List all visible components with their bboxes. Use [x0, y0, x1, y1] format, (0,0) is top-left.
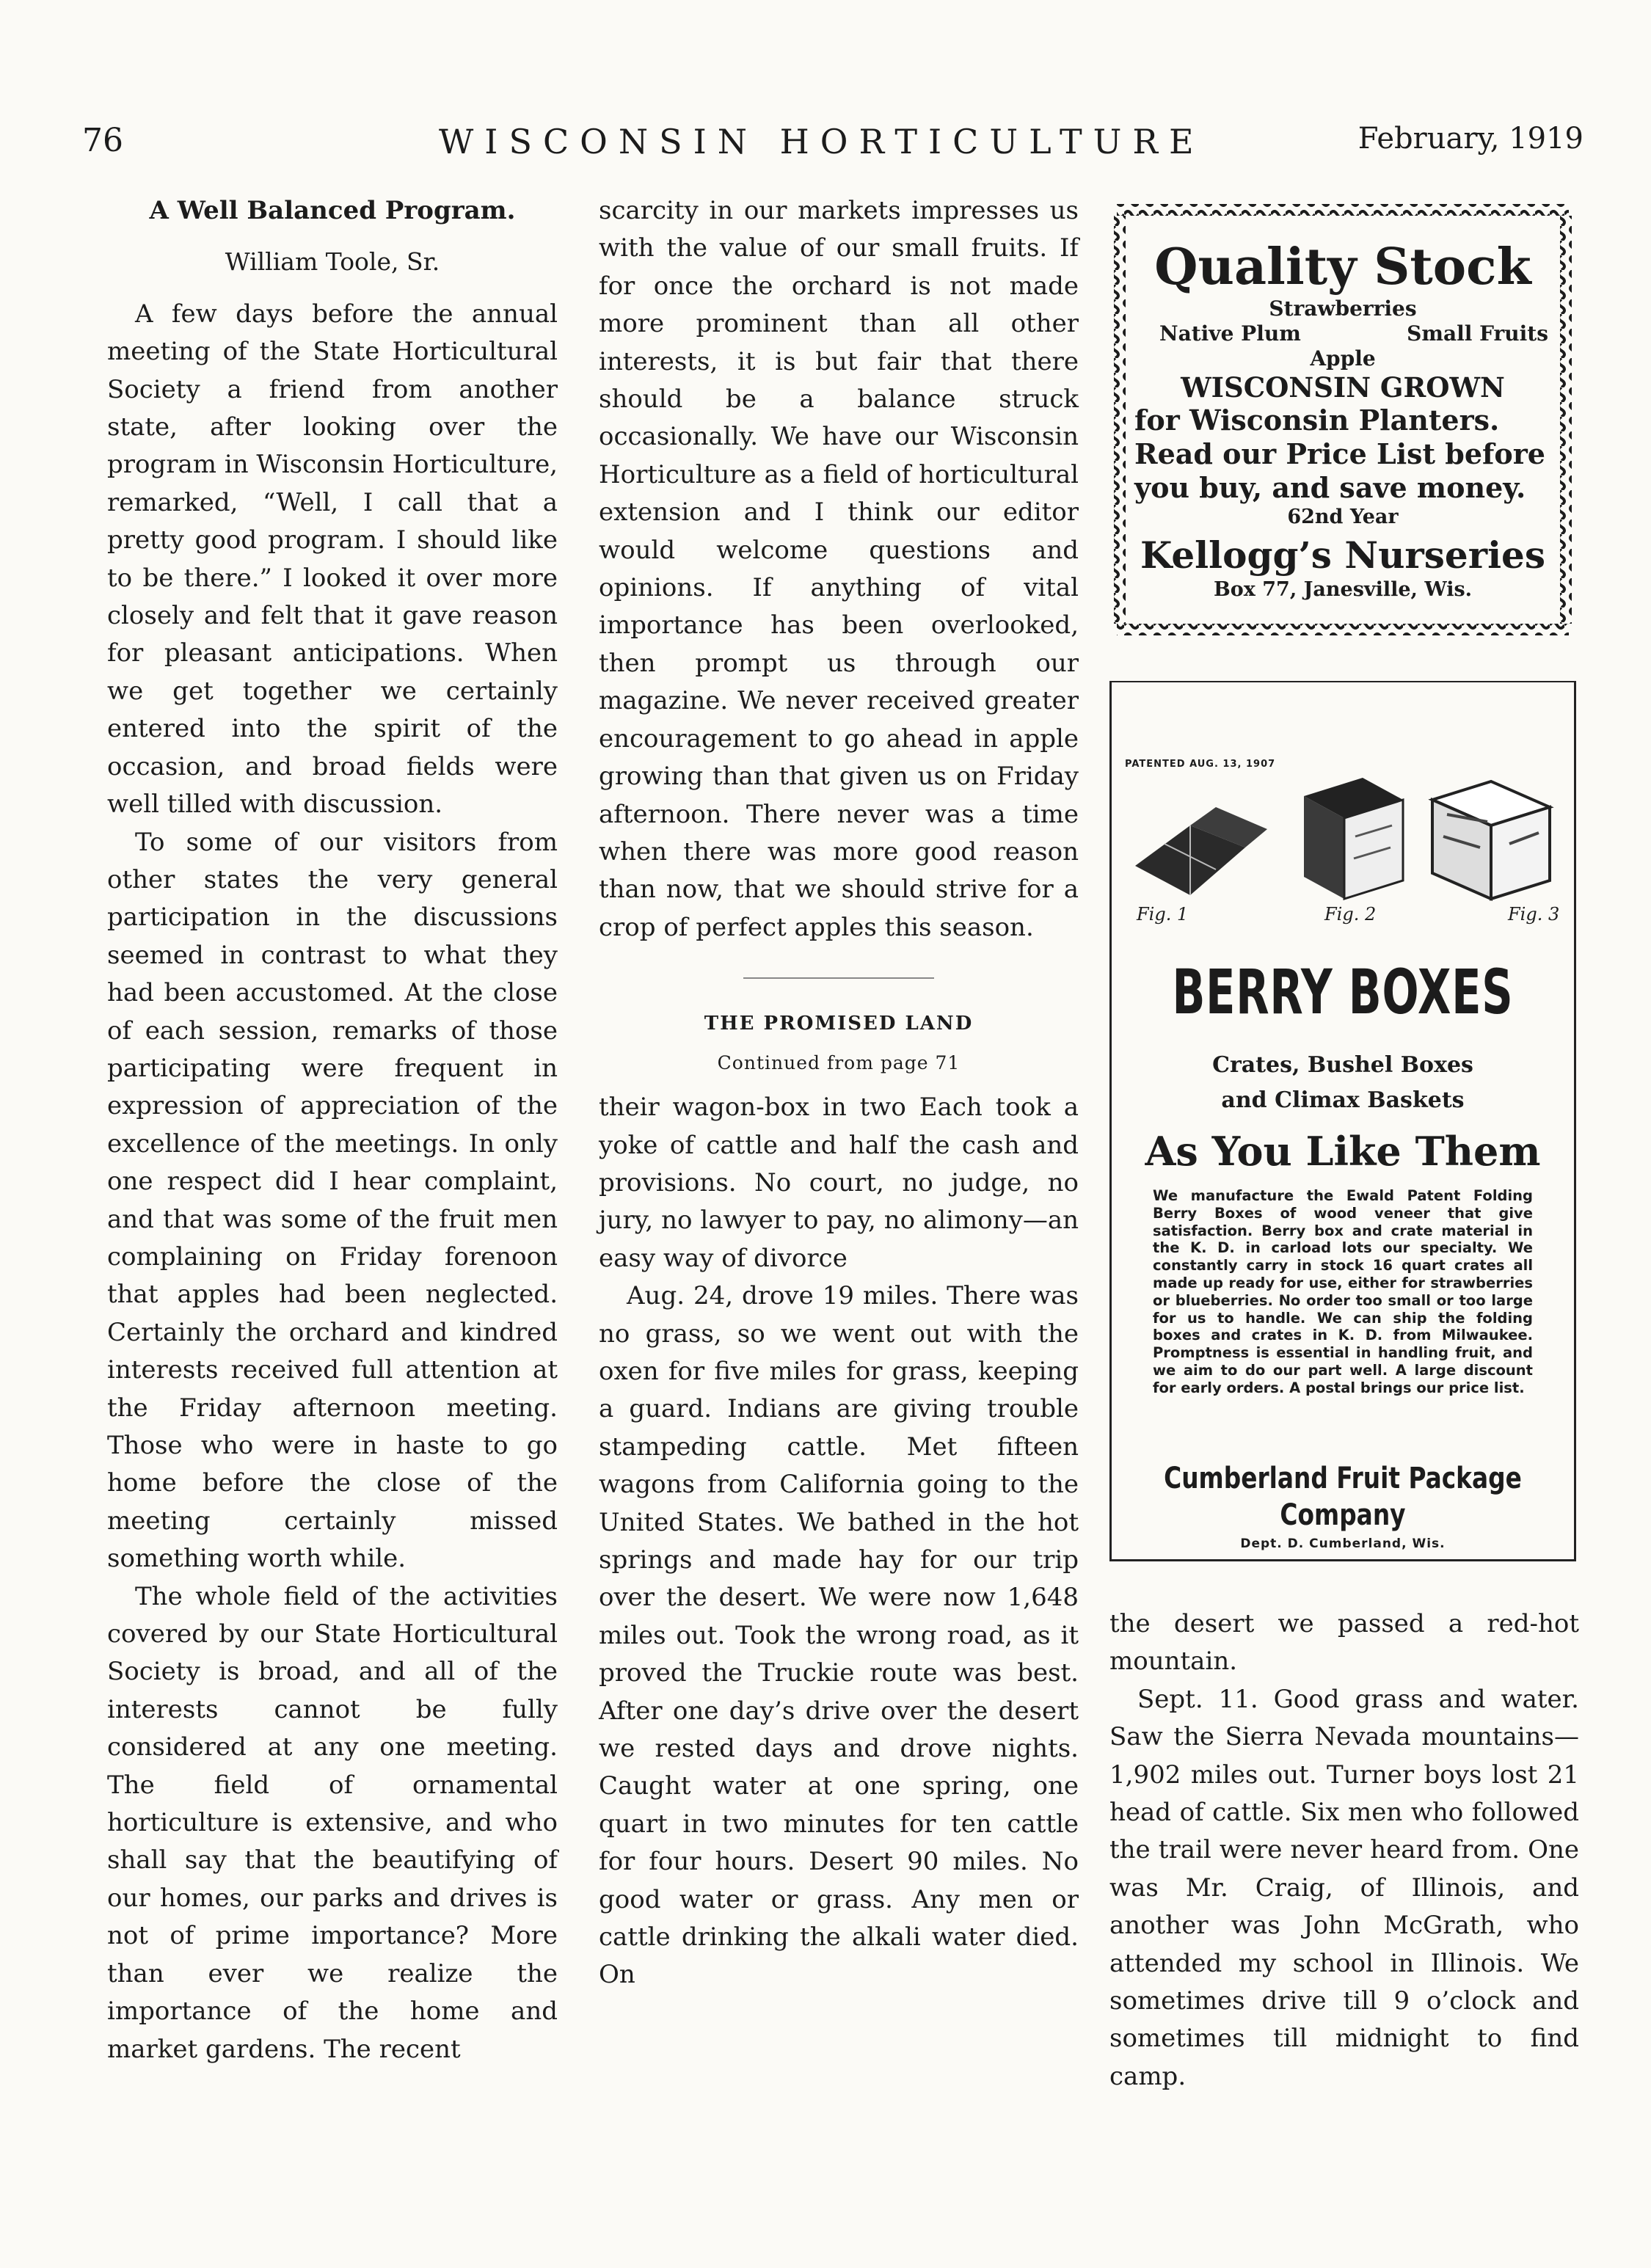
berry-box-illustration — [1120, 756, 1565, 903]
ad-company-line: Cumberland Fruit Package — [1164, 1462, 1522, 1495]
ad-line-row — [1134, 321, 1551, 346]
article-paragraph: The whole field of the activities covered by our State Horticultural Society is broad, and all of the interests cannot be fully considered at any one meeting. The field of ornamental horticulture is extensive, and who shall say that the beautifying of our homes, our parks and drives is not of prime importance? More than ever we realize the importance of the home and market gardens. The recent — [107, 1581, 558, 2064]
figure-caption: Fig. 2 — [1324, 904, 1377, 925]
page-header — [0, 122, 1651, 166]
issue-date: February, 1919 — [1357, 122, 1583, 156]
patent-notice: PATENTED AUG. 13, 1907 — [1125, 759, 1276, 770]
article-paragraph-continued: scarcity in our markets impresses us with the value of our small fruits. If for once the orchard is not made more prominent than all other interests, it is but fair that there should be a balance struck occasionally. We have our Wisconsin Horticulture as a field of horticultural extension and I think our editor would welcome questions and opinions. If anything of vital importance has been overlooked, then prompt us through our magazine. We never received greater encouragement to go ahead in apple growing than that given us on Friday afternoon. There never was a time when there was more good reason than now, that we should strive for a crop of perfect apples this season. — [599, 196, 1079, 942]
article-column-3 — [1109, 1605, 1579, 2096]
article-title: A Well Balanced Program. — [149, 196, 516, 225]
ad-company-line: Company — [1280, 1498, 1406, 1532]
story-paragraph: their wagon-box in two Each took a yoke of cattle and half the cash and provisions. No court, no judge, no jury, no lawyer to pay, no alimony—an easy way of divorce — [599, 1093, 1079, 1273]
story-paragraph: Sept. 11. Good grass and water. Saw the Sierra Nevada mountains—1,902 miles out. Turner boys lost 21 head of cattle. Six men who followed the trail were never heard from. One was Mr. Craig, of Illinois, and another was John McGrath, who attended my school in Illinois. We sometimes drive till 9 o’clock and sometimes till midnight to find camp. — [1109, 1684, 1579, 2091]
article-column-2 — [599, 192, 1079, 1994]
ad-content — [1134, 238, 1551, 602]
ad-subhead — [1112, 1048, 1574, 1118]
article-byline: William Toole, Sr. — [225, 247, 440, 277]
ad-line: Native Plum — [1159, 321, 1301, 346]
ad-line: Apple — [1310, 346, 1376, 371]
article-paragraph: To some of our visitors from other states the very general participation in the discussions seemed in contrast to what they had been accustomed. At the close of each session, remarks of those participating were frequent in expression of appreciation of the excellence of the meetings. In only one respect did I hear complaint, and that was some of the fruit men complaining on Friday forenoon that apples had been neglected. Certainly the orchard and kindred interests received full attention at the Friday afternoon meeting. Those who were in haste to go home before the close of the meeting certainly missed something worth while. — [107, 827, 558, 1574]
ad-line: Strawberries — [1269, 296, 1417, 321]
story-paragraph-continued: the desert we passed a red-hot mountain. — [1109, 1609, 1579, 1677]
figure-caption: Fig. 1 — [1137, 904, 1189, 925]
ad-line: WISCONSIN GROWN — [1181, 371, 1505, 404]
ad-body: for Wisconsin Planters. Read our Price List before you buy, and save money. — [1134, 404, 1545, 504]
page-number: 76 — [82, 122, 123, 159]
advertisement-berry-boxes — [1109, 681, 1576, 1561]
advertisement-kelloggs — [1109, 197, 1576, 643]
ad-year: 62nd Year — [1287, 506, 1399, 528]
ad-address: Dept. D. Cumberland, Wis. — [1240, 1536, 1446, 1551]
ad-company: Kellogg’s Nurseries — [1140, 533, 1546, 577]
ad-line: Small Fruits — [1407, 321, 1548, 346]
ad-subhead-line: and Climax Baskets — [1221, 1087, 1465, 1113]
journal-title: WISCONSIN HORTICULTURE — [439, 122, 1205, 161]
ad-address: Box 77, Janesville, Wis. — [1213, 578, 1473, 601]
article-column-1 — [107, 192, 558, 2068]
ad-headline: Quality Stock — [1154, 238, 1531, 296]
story-paragraph: Aug. 24, drove 19 miles. There was no grass, so we went out with the oxen for five miles for grass, keeping a guard. Indians are giving trouble stampeding cattle. Met fifteen wagons from California going to the United States. We bathed in the hot springs and made hay for our trip over the desert. We were now 1,648 miles out. Took the wrong road, as it proved the Truckie route was best. After one day’s drive over the desert we rested days and drove nights. Caught water at one spring, one quart in two minutes for ten cattle for four hours. Desert 90 miles. No good water or grass. Any men or cattle drinking the alkali water died. On — [599, 1281, 1079, 1990]
ad-body: We manufacture the Ewald Patent Folding Berry Boxes of wood veneer that give satisfaction. Berry box and crate material in the K. D. in carload lots our specialty. We constantly carry in stock 16 quart crates all made up ready for use, either for strawberries or blueberries. No order too small or too large for us to handle. We can ship the folding boxes and crates in K. D. from Milwaukee. Promptness is essential in handling fruit, and we aim to do our part well. A large discount for early orders. A postal brings our price list. — [1153, 1187, 1533, 1396]
ad-headline: BERRY BOXES — [1172, 956, 1514, 1028]
section-divider — [743, 977, 934, 979]
ad-company — [1153, 1460, 1533, 1534]
continued-note: Continued from page 71 — [717, 1052, 961, 1074]
article-paragraph: A few days before the annual meeting of the State Horticultural Society a friend from another state, after looking over the program in Wisconsin Horticulture, remarked, “Well, I call that a pretty good program. I should like to be there.” I looked it over more closely and felt that it gave reason for pleasant anticipations. When we get together we certainly entered into the spirit of the occasion, and broad fields were well tilled with discussion. — [107, 299, 558, 820]
section-title: THE PROMISED LAND — [704, 1013, 974, 1035]
ad-slogan: As You Like Them — [1145, 1128, 1541, 1175]
figure-caption: Fig. 3 — [1508, 904, 1560, 925]
ad-subhead-line: Crates, Bushel Boxes — [1212, 1052, 1473, 1078]
